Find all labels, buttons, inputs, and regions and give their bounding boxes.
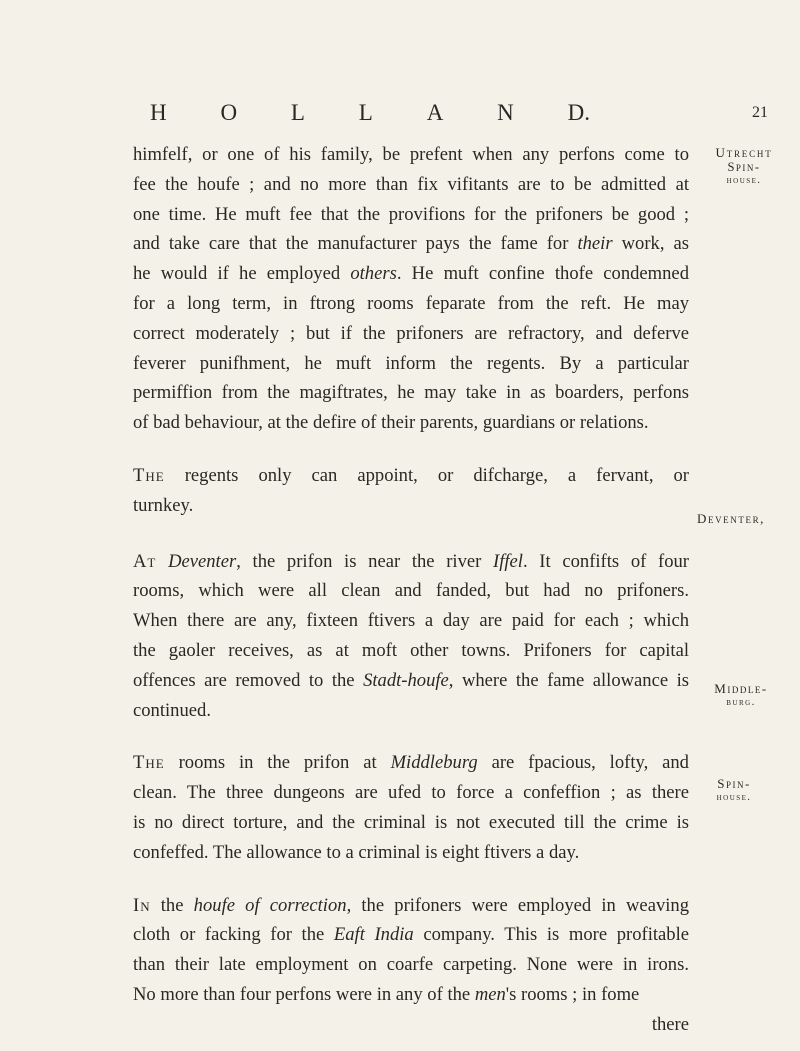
body-text [133,140,689,1040]
text-line: fee the houfe ; and no more than fix vifitants are to be admitted at [133,173,689,195]
text-line: In the houfe of correction, the prifoners were employed in weaving [133,894,689,916]
text-line: himfelf, or one of his family, be prefent when any perfons come to [133,144,689,165]
page-number: 21 [752,104,768,121]
text-line: rooms, which were all clean and fanded, but had no prifoners. [133,580,689,602]
margin-note-middleburg [700,682,782,710]
paragraph-1 [133,140,689,438]
margin-note-line: Spin- [727,160,761,174]
running-head-letter: D. [567,100,590,125]
margin-note-utrecht [700,146,788,188]
text-line: continued. [133,699,211,721]
text-line: The rooms in the prifon at Middleburg are fpacious, lofty, and [133,752,689,774]
margin-note-line: Utrecht [715,145,773,160]
catchword: there [651,1013,689,1035]
running-head [150,100,590,126]
paragraph-2 [133,461,689,521]
text-line: permiffion from the magiftrates, he may take in as boarders, perfons [133,382,689,404]
text-line: No more than four perfons were in any of the men's rooms ; in fome [133,983,640,1005]
text-line: of bad behaviour, at the defire of their parents, guardians or relations. [133,412,649,434]
paragraph-5 [133,891,689,1010]
text-line: cloth or facking for the Eaft India company. This is more profitable [133,924,689,946]
margin-note-line: burg. [726,697,756,708]
text-line: he would if he employed others. He muft confine thofe condemned [133,263,689,285]
running-head-letter: O [220,100,238,125]
text-line: the gaoler receives, as at moft other towns. Prifoners for capital [133,639,689,661]
running-head-letter: A [426,100,444,125]
text-line: for a long term, in ftrong rooms feparate from the reft. He may [133,292,689,314]
text-line: clean. The three dungeons are ufed to force a confeffion ; as there [133,782,689,804]
text-line: offences are removed to the Stadt-houfe, where the fame allowance is [133,669,689,691]
margin-note-deventer [697,512,797,526]
margin-note-line: Deventer, [697,511,766,526]
text-line: than their late employment on coarfe carpeting. None were in irons. [133,954,689,976]
text-line: correct moderately ; but if the prifoners are refractory, and deferve [133,322,689,344]
text-line: feverer punifhment, he muft inform the regents. By a particular [133,352,689,374]
text-line: is no direct torture, and the criminal is not executed till the crime is [133,811,689,833]
margin-note-line: Middle- [714,681,768,696]
text-line: When there are any, fixteen ftivers a day are paid for each ; which [133,610,689,632]
text-line: The regents only can appoint, or difcharge, a fervant, or [133,464,689,486]
margin-note-line: house. [716,792,752,803]
text-line: and take care that the manufacturer pays the fame for their work, as [133,233,689,255]
running-head-letter: L [290,100,305,125]
margin-note-line: house. [726,175,762,186]
paragraph-4 [133,748,689,867]
margin-note-spinhouse [698,777,770,805]
running-head-letter: H [150,100,167,125]
text-line: turnkey. [133,494,194,516]
text-line: one time. He muft fee that the provifions for the prifoners be good ; [133,203,689,225]
running-head-letter: L [358,100,373,125]
text-line: At Deventer, the prifon is near the river Iffel. It confifts of four [133,550,689,572]
margin-note-line: Spin- [717,776,751,791]
text-line: confeffed. The allowance to a criminal is eight ftivers a day. [133,841,580,863]
paragraph-3 [133,547,689,726]
running-head-letter: N [497,100,514,125]
